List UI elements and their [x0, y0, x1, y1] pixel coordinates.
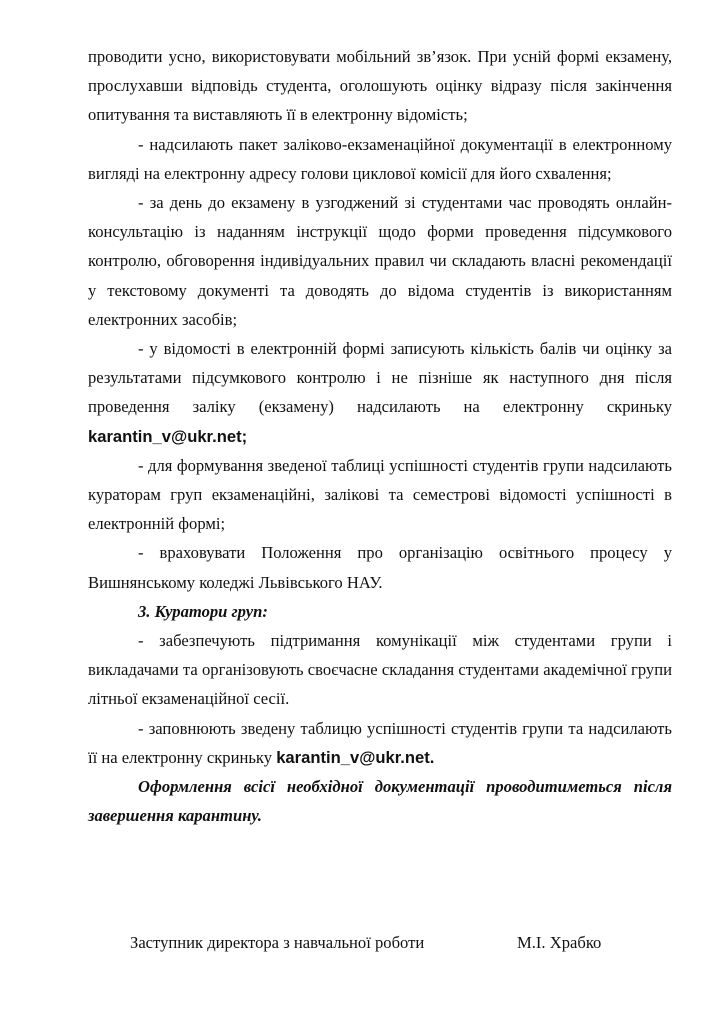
signature-name: М.І. Храбко [517, 933, 602, 952]
signature-title: Заступник директора з навчальної роботи [130, 933, 425, 952]
paragraph-fill-table [88, 714, 672, 772]
closing-note: Оформлення всісї необхідної документації проводитиметься після завершення карантину. [88, 777, 672, 826]
paragraph-communication: - забезпечують підтримання комунікації між студентами групи і викладачами та організовують своєчасне складання студентами академічної групи літньої екзаменаційної сесії. [88, 631, 672, 709]
paragraph-consultation: - за день до екзамену в узгоджений зі студентами час проводять онлайн-консультацію із наданням інструкції щодо форми проведення підсумкового контролю, обговорення індивідуальних правил чи складають власні рекомендації у текстовому документі та доводять до відома студентів із використанням електронних засобів; [88, 193, 672, 329]
paragraph-electronic-record [88, 334, 672, 451]
section-heading-curators: 3. Куратори груп: [138, 601, 268, 621]
paragraph-regulation: - враховувати Положення про організацію освітнього процесу у Вишнянському коледжі Львівського НАУ. [88, 543, 672, 592]
email-link[interactable]: karantin_v@ukr.net; [88, 426, 248, 446]
email-link-2[interactable]: karantin_v@ukr.net. [276, 747, 435, 767]
paragraph-send-package: - надсилають пакет заліково-екзаменаційної документації в електронному вигляді на електронну адресу голови циклової комісії для його схвалення; [88, 134, 672, 183]
document-body [88, 42, 672, 830]
paragraph-summary-table: - для формування зведеної таблиці успішності студентів групи надсилають кураторам груп екзаменаційні, залікові та семестрові відомості успішності в електронній формі; [88, 455, 672, 534]
paragraph-electronic-record-text: - у відомості в електронній формі записують кількість балів чи оцінку за результатами підсумкового контролю і не пізніше як наступного дня після проведення заліку (екзамену) надсилають на електронну скриньку [88, 339, 672, 417]
paragraph-fill-table-text: - заповнюють зведену таблицю успішності студентів групи та надсилають її на електронну скриньку [88, 718, 672, 767]
paragraph-oral-exam: проводити усно, використовувати мобільний зв’язок. При усній формі екзамену, прослухавши відповідь студента, оголошують оцінку відразу після закінчення опитування та виставляють її в електронну відомість; [88, 47, 672, 125]
